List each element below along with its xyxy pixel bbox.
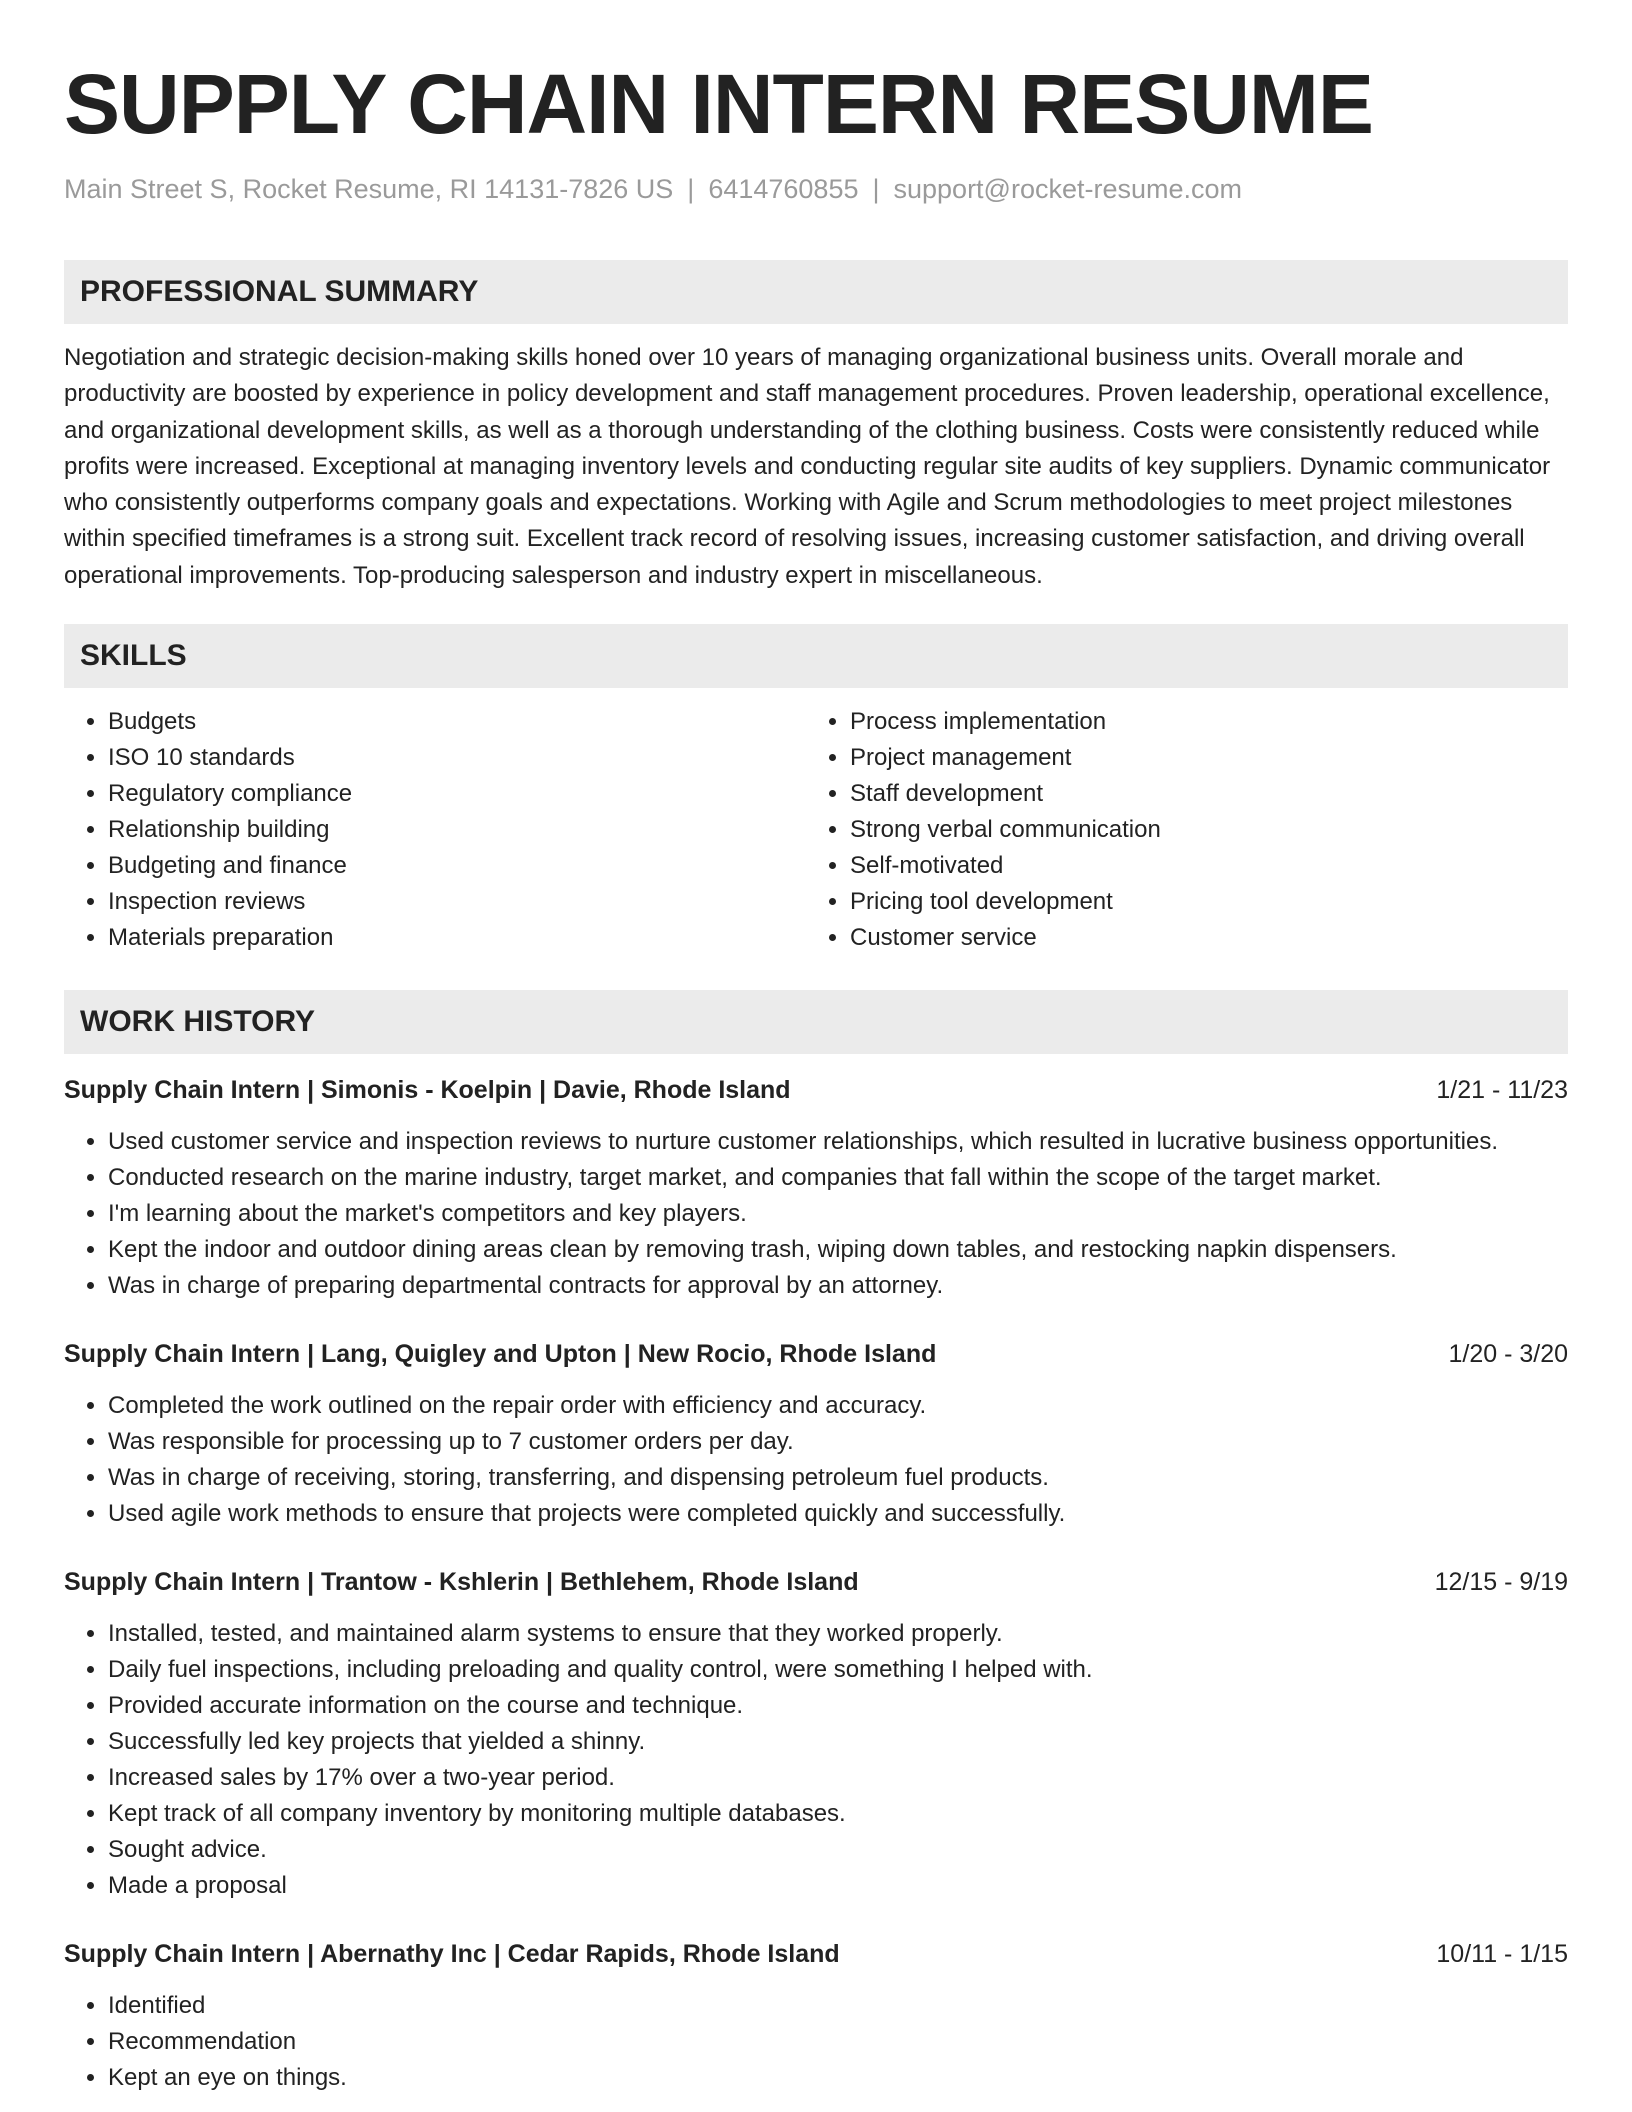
job-entry [64,1936,1568,2096]
job-bullet: • Kept the indoor and outdoor dining areas clean by removing trash, wiping down tables, and restocking napkin dispensers. [108,1232,1568,1268]
job-bullet: • Provided accurate information on the course and technique. [108,1688,1568,1724]
skill-item: • Strong verbal communication [850,812,1568,848]
skill-item: • Customer service [850,920,1568,956]
resume-title: SUPPLY CHAIN INTERN RESUME [64,57,1373,151]
contact-separator: | [687,174,695,204]
skill-item: • Project management [850,740,1568,776]
skill-item: • Staff development [850,776,1568,812]
job-header [64,1936,1568,1972]
skill-item: • Budgets [108,704,806,740]
job-bullet: • Sought advice. [108,1832,1568,1868]
skills-column-left [64,704,806,956]
section-heading-skills: SKILLS [64,624,1568,688]
job-bullet: • Identified [108,1988,1568,2024]
job-bullet: • Recommendation [108,2024,1568,2060]
skills-column-right [806,704,1568,956]
skill-item: • Relationship building [108,812,806,848]
job-dates: 12/15 - 9/19 [1434,1568,1568,1597]
job-bullets [64,1616,1568,1904]
skill-item: • Regulatory compliance [108,776,806,812]
skill-item: • Process implementation [850,704,1568,740]
job-bullets [64,1988,1568,2096]
job-bullets [64,1124,1568,1304]
job-title: Supply Chain Intern | Abernathy Inc | Cedar Rapids, Rhode Island [64,1940,840,1969]
job-bullet: • Was in charge of preparing departmental contracts for approval by an attorney. [108,1268,1568,1304]
skill-item: • Pricing tool development [850,884,1568,920]
job-bullet: • I'm learning about the market's competitors and key players. [108,1196,1568,1232]
job-bullet: • Made a proposal [108,1868,1568,1904]
job-dates: 1/20 - 3/20 [1448,1340,1568,1369]
job-bullet: • Increased sales by 17% over a two-year period. [108,1760,1568,1796]
job-header [64,1336,1568,1372]
job-entry [64,1564,1568,1904]
job-bullet: • Used customer service and inspection reviews to nurture customer relationships, which resulted in lucrative business opportunities. [108,1124,1568,1160]
job-dates: 10/11 - 1/15 [1436,1940,1568,1969]
section-heading-summary: PROFESSIONAL SUMMARY [64,260,1568,324]
skills-list [64,704,1568,956]
job-header [64,1564,1568,1600]
job-bullet: • Kept an eye on things. [108,2060,1568,2096]
job-title: Supply Chain Intern | Simonis - Koelpin | Davie, Rhode Island [64,1076,791,1105]
summary-text: Negotiation and strategic decision-making skills honed over 10 years of managing organizational business units. Overall morale and productivity are boosted by experience in policy development and staff management procedures. Proven leadership, operational excellence, and organizational development skills, as well as a thorough understanding of the clothing business. Costs were consistently reduced while profits were increased. Exceptional at managing inventory levels and conducting regular site audits of key suppliers. Dynamic communicator who consistently outperforms company goals and expectations. Working with Agile and Scrum methodologies to meet project milestones within specified timeframes is a strong suit. Excellent track record of resolving issues, increasing customer satisfaction, and driving overall operational improvements. Top-producing salesperson and industry expert in miscellaneous. [64,344,1551,589]
job-bullet: • Completed the work outlined on the repair order with efficiency and accuracy. [108,1388,1568,1424]
skill-item: • Budgeting and finance [108,848,806,884]
contact-separator: | [872,174,880,204]
job-bullet: • Conducted research on the marine industry, target market, and companies that fall within the scope of the target market. [108,1160,1568,1196]
job-entry [64,1072,1568,1304]
job-dates: 1/21 - 11/23 [1436,1076,1568,1105]
contact-line [64,172,1568,206]
contact-address: Main Street S, Rocket Resume, RI 14131-7826 US [64,174,674,204]
skill-item: • ISO 10 standards [108,740,806,776]
job-bullet: • Daily fuel inspections, including preloading and quality control, were something I helped with. [108,1652,1568,1688]
contact-phone: 6414760855 [708,174,859,204]
job-bullet: • Was in charge of receiving, storing, transferring, and dispensing petroleum fuel products. [108,1460,1568,1496]
job-entry [64,1336,1568,1532]
skill-item: • Self-motivated [850,848,1568,884]
skill-item: • Materials preparation [108,920,806,956]
job-title: Supply Chain Intern | Trantow - Kshlerin | Bethlehem, Rhode Island [64,1568,859,1597]
skill-item: • Inspection reviews [108,884,806,920]
job-bullet: • Installed, tested, and maintained alarm systems to ensure that they worked properly. [108,1616,1568,1652]
job-bullet: • Kept track of all company inventory by monitoring multiple databases. [108,1796,1568,1832]
job-bullet: • Used agile work methods to ensure that projects were completed quickly and successfully. [108,1496,1568,1532]
contact-email: support@rocket-resume.com [893,174,1243,204]
job-bullet: • Successfully led key projects that yielded a shinny. [108,1724,1568,1760]
job-header [64,1072,1568,1108]
job-title: Supply Chain Intern | Lang, Quigley and Upton | New Rocio, Rhode Island [64,1340,937,1369]
section-heading-work-history: WORK HISTORY [64,990,1568,1054]
job-bullets [64,1388,1568,1532]
job-bullet: • Was responsible for processing up to 7 customer orders per day. [108,1424,1568,1460]
